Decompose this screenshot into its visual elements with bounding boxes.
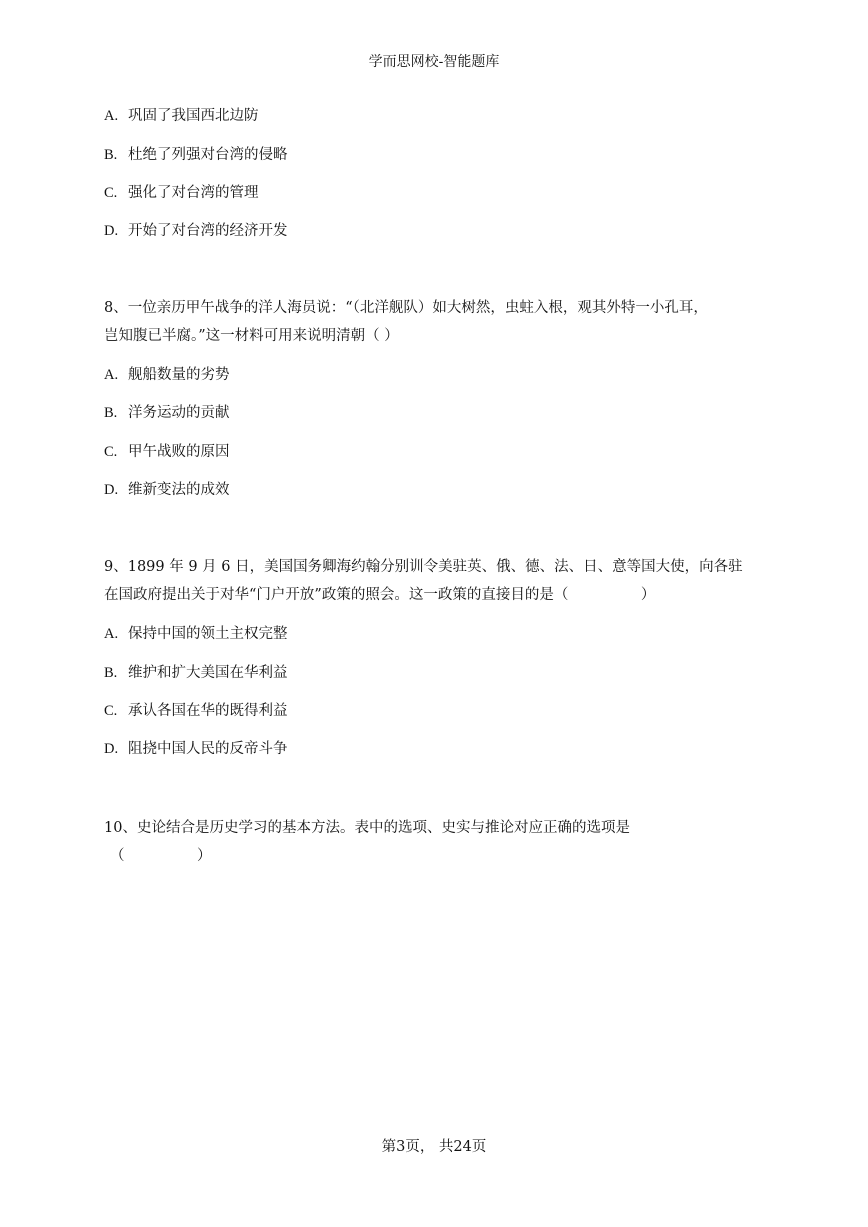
q9-option-a	[104, 624, 288, 644]
q9-option-b-letter: B.	[104, 665, 118, 681]
q9-option-a-letter: A.	[104, 626, 119, 642]
q8-option-b	[104, 403, 230, 423]
q7-option-c	[104, 183, 259, 203]
q7-option-a-text: 巩固了我国西北边防	[128, 108, 259, 124]
q9-stem-line2: 在国政府提出关于对华“门户开放”政策的照会。这一政策的直接目的是（ ）	[104, 587, 656, 603]
q8-option-c-letter: C.	[104, 444, 118, 460]
q7-option-d	[104, 221, 288, 241]
q9-option-d-letter: D.	[104, 741, 119, 757]
q7-option-b-letter: B.	[104, 147, 118, 163]
q8-option-b-letter: B.	[104, 405, 118, 421]
q7-option-b-text: 杜绝了列强对台湾的侵略	[128, 147, 288, 163]
q8-option-b-text: 洋务运动的贡献	[128, 405, 230, 421]
q8-option-d-text: 维新变法的成效	[128, 482, 230, 498]
q7-option-a	[104, 106, 259, 126]
q9-option-c-letter: C.	[104, 703, 118, 719]
q8-option-d-letter: D.	[104, 482, 119, 498]
q10-stem-line1: 10、史论结合是历史学习的基本方法。表中的选项、史实与推论对应正确的选项是	[104, 820, 630, 836]
page-header: 学而思网校-智能题库	[368, 54, 500, 70]
q8-option-c-text: 甲午战败的原因	[128, 444, 230, 460]
q7-option-d-letter: D.	[104, 223, 119, 239]
q9-option-b	[104, 663, 288, 683]
q8-stem-line1: 8、一位亲历甲午战争的洋人海员说：“（北洋舰队）如大树然，虫蛀入根，观其外特一小孔耳，	[104, 300, 708, 316]
q9-option-d	[104, 739, 288, 759]
q9-option-b-text: 维护和扩大美国在华利益	[128, 665, 288, 681]
q8-stem-line2: 岂知腹已半腐。”这一材料可用来说明清朝（ ）	[104, 328, 399, 344]
q9-option-c	[104, 701, 288, 721]
q7-option-b	[104, 145, 288, 165]
q10-answer-blank: （ ）	[110, 848, 212, 864]
q7-option-c-text: 强化了对台湾的管理	[128, 185, 259, 201]
q8-option-c	[104, 442, 230, 462]
q7-option-d-text: 开始了对台湾的经济开发	[128, 223, 288, 239]
q9-option-a-text: 保持中国的领土主权完整	[128, 626, 288, 642]
q8-option-a	[104, 365, 230, 385]
q9-stem-line1: 9、1899 年 9 月 6 日，美国国务卿海约翰分别训令美驻英、俄、德、法、日、意等国大使，向各驻	[104, 559, 743, 575]
q9-option-d-text: 阻挠中国人民的反帝斗争	[128, 741, 288, 757]
q8-option-a-letter: A.	[104, 367, 119, 383]
q7-option-a-letter: A.	[104, 108, 119, 124]
q8-option-a-text: 舰船数量的劣势	[128, 367, 230, 383]
q9-option-c-text: 承认各国在华的既得利益	[128, 703, 288, 719]
page-footer: 第3页， 共24页	[381, 1139, 487, 1155]
q8-option-d	[104, 480, 230, 500]
q7-option-c-letter: C.	[104, 185, 118, 201]
